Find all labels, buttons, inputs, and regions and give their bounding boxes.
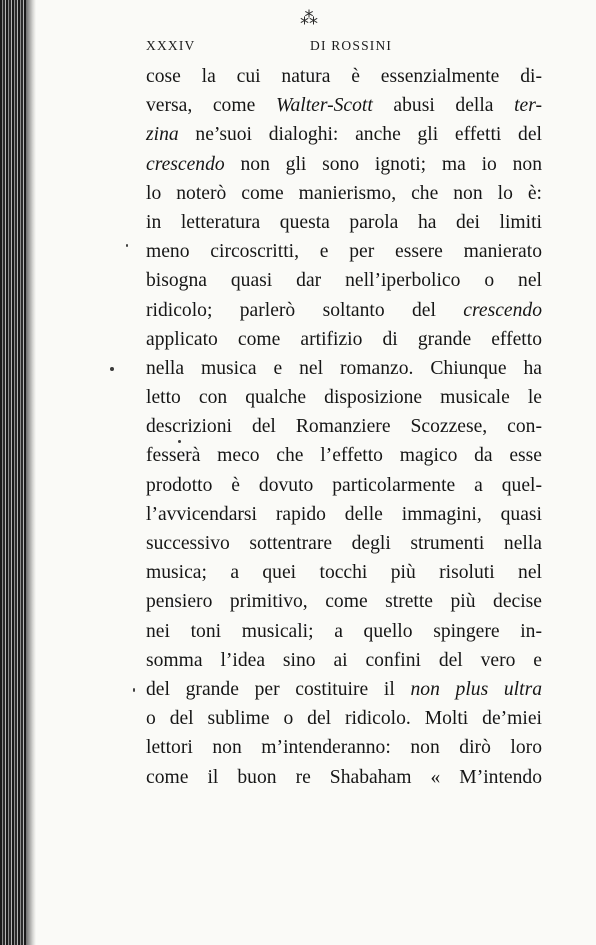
text-line (146, 500, 542, 529)
italic-text-segment: Walter-Scott (275, 95, 373, 117)
text-segment: del grande per costituire il (146, 678, 411, 700)
text-segment: letto con qualche disposizione musicale le (146, 387, 542, 409)
page-binding-edge (0, 0, 26, 945)
text-line (146, 325, 542, 354)
running-head: DI ROSSINI (310, 38, 393, 53)
ink-blot-decoration: ⁂ (300, 8, 318, 29)
text-segment: somma l’idea sino ai confini del vero e (146, 649, 542, 671)
text-line (146, 675, 542, 704)
text-segment: nella musica e nel romanzo. Chiunque ha (146, 357, 542, 379)
text-segment: in letteratura questa parola ha dei limiti (146, 211, 542, 233)
text-segment: non gli sono ignoti; ma io non (224, 153, 542, 175)
text-line (146, 266, 542, 295)
text-segment: ne’suoi dialoghi: anche gli effetti del (178, 124, 542, 146)
text-line (146, 208, 542, 237)
page-number: XXXIV (146, 38, 196, 53)
italic-text-segment: non plus ultra (410, 678, 542, 700)
text-line (146, 646, 542, 675)
text-line (146, 120, 542, 149)
text-segment: prodotto è dovuto particolarmente a quel- (146, 474, 542, 496)
text-line (146, 529, 542, 558)
text-line (146, 150, 542, 179)
text-segment: musica; a quei tocchi più risoluti nel (146, 562, 542, 584)
italic-text-segment: zina (146, 124, 179, 146)
text-segment: applicato come artifizio di grande effetto (146, 328, 542, 350)
text-segment: pensiero primitivo, come strette più decise (146, 591, 542, 613)
text-segment: cose la cui natura è essenzialmente di- (146, 66, 542, 87)
text-segment: lo noterò come manierismo, che non lo è: (146, 182, 542, 204)
text-line (146, 296, 542, 325)
text-segment: come il buon re Shabaham « M’intendo (146, 766, 542, 788)
text-segment: l’avvicendarsi rapido delle immagini, quasi (146, 503, 542, 525)
text-segment: nei toni musicali; a quello spingere in- (146, 620, 542, 642)
text-line (146, 471, 542, 500)
text-line (146, 91, 542, 120)
ink-speck (133, 688, 135, 692)
text-segment: meno circoscritti, e per essere manierato (146, 241, 542, 263)
text-line (146, 587, 542, 616)
text-segment: fesserà meco che l’effetto magico da esse (146, 445, 542, 467)
text-line (146, 733, 542, 762)
text-line (146, 62, 542, 91)
text-segment: descrizioni del Romanziere Scozzese, con- (146, 416, 542, 438)
italic-text-segment: ter- (514, 95, 543, 117)
text-segment: successivo sottentrare degli strumenti nella (146, 533, 542, 554)
text-line (146, 354, 542, 383)
text-line (146, 412, 542, 441)
text-segment: ridicolo; parlerò soltanto del (146, 299, 464, 321)
text-line (146, 763, 542, 792)
text-line (146, 383, 542, 412)
text-line (146, 179, 542, 208)
text-line (146, 237, 542, 266)
ink-speck (110, 367, 114, 371)
text-segment: abusi della (372, 95, 515, 117)
text-segment: versa, come (146, 95, 276, 117)
binding-shadow (26, 0, 36, 945)
text-line (146, 704, 542, 733)
text-line (146, 441, 542, 470)
text-line (146, 558, 542, 587)
text-line (146, 617, 542, 646)
italic-text-segment: crescendo (463, 299, 542, 321)
body-text (146, 62, 542, 792)
text-segment: lettori non m’intenderanno: non dirò loro (146, 737, 542, 759)
text-segment: bisogna quasi dar nell’iperbolico o nel (146, 270, 542, 292)
text-segment: o del sublime o del ridicolo. Molti de’miei (146, 708, 542, 730)
page-header (146, 38, 542, 58)
ink-speck (178, 440, 181, 443)
italic-text-segment: crescendo (146, 153, 225, 175)
ink-speck (126, 244, 128, 247)
